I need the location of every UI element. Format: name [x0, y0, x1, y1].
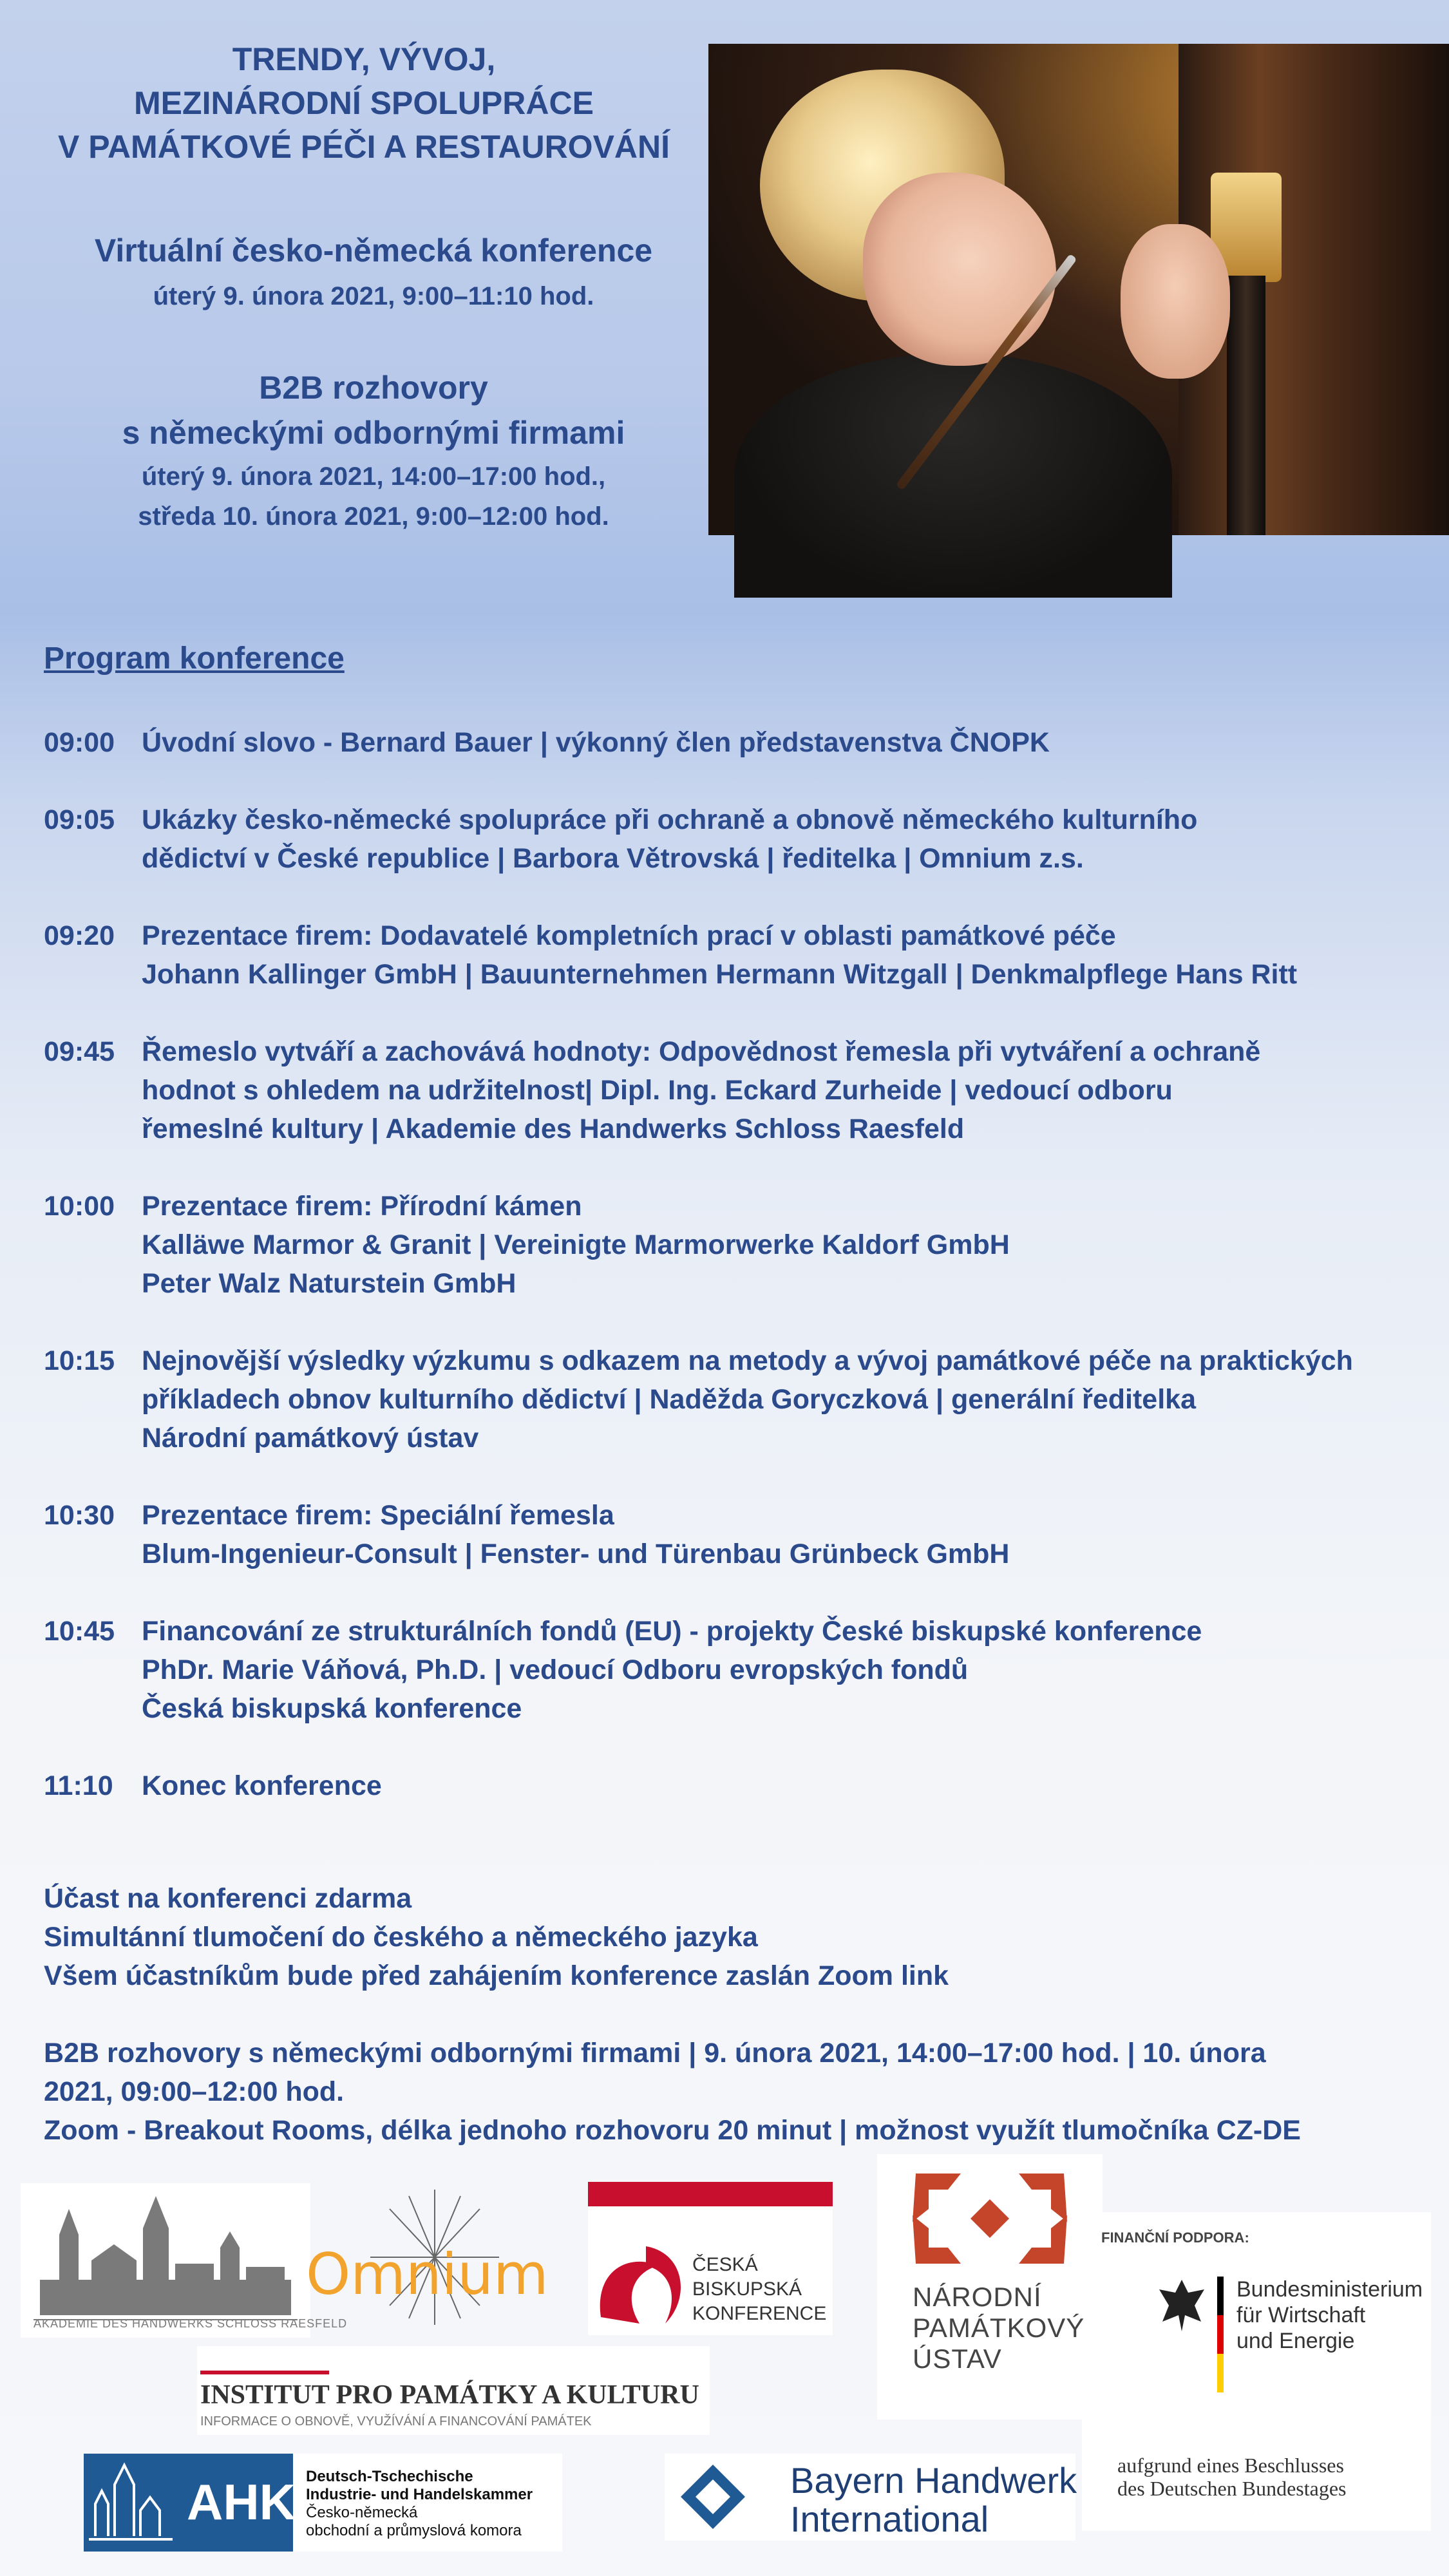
prague-skyline-icon [89, 2459, 179, 2549]
program-item-line: Nejnovější výsledky výzkumu s odkazem na metody a vývoj památkové péče na praktických [142, 1345, 1353, 1376]
program-item-description [142, 916, 1423, 994]
ahk-desc-2: Industrie- und Handelskammer [306, 2486, 533, 2503]
hero-title-line-1: TRENDY, VÝVOJ, [232, 41, 496, 77]
program-item-line: Česká biskupská konference [142, 1693, 522, 1724]
program-item-line: Ukázky česko-německé spolupráce při ochraně a obnově německého kulturního [142, 804, 1198, 835]
program-item-description [142, 1612, 1423, 1728]
hero-title-line-2: MEZINÁRODNÍ SPOLUPRÁCE [134, 85, 594, 121]
program-item-line: Prezentace firem: Speciální řemesla [142, 1500, 614, 1531]
npu-text-1: NÁRODNÍ [913, 2282, 1042, 2312]
hero-title [39, 37, 689, 169]
omnium-logo [306, 2183, 564, 2341]
program-item-line: Johann Kallinger GmbH | Bauunternehmen Hermann Witzgall | Denkmalpflege Hans Ritt [142, 959, 1298, 990]
eagle-icon [1156, 2277, 1208, 2334]
cbk-text [692, 2253, 826, 2326]
program-item-time: 10:00 [44, 1191, 115, 1222]
bayern-text [790, 2461, 1077, 2539]
bmwi-text-3: und Energie [1236, 2329, 1355, 2353]
cbk-text-3: KONFERENCE [692, 2303, 827, 2324]
ahk-desc-1: Deutsch-Tschechische [306, 2468, 473, 2485]
program-item-time: 09:20 [44, 920, 115, 951]
info-block [44, 1879, 1422, 1995]
bayern-text-1: Bayern Handwerk [790, 2460, 1077, 2501]
cbk-text-1: ČESKÁ [692, 2254, 758, 2275]
program-item-time: 09:05 [44, 804, 115, 835]
program-item-line: příkladech obnov kulturního dědictví | Naděžda Goryczková | generální ředitelka [142, 1384, 1196, 1415]
npu-logo [877, 2154, 1103, 2420]
bmwi-text-2: für Wirtschaft [1236, 2303, 1366, 2327]
program-item-line: Řemeslo vytváří a zachovává hodnoty: Odpovědnost řemesla při vytváření a ochraně [142, 1036, 1261, 1067]
program-item-line: řemeslné kultury | Akademie des Handwerks Schloss Raesfeld [142, 1113, 965, 1144]
program-item-line: Konec konference [142, 1770, 382, 1801]
program-item-line: Národní památkový ústav [142, 1423, 479, 1454]
bayern-text-2: International [790, 2499, 989, 2539]
b2b-date-2: středa 10. února 2021, 9:00–12:00 hod. [138, 502, 609, 531]
financni-podpora-label: FINANČNÍ PODPORA: [1101, 2230, 1249, 2246]
program-item-line: PhDr. Marie Váňová, Ph.D. | vedoucí Odboru evropských fondů [142, 1654, 969, 1685]
npu-text [913, 2282, 1084, 2374]
conference-date: úterý 9. února 2021, 9:00–11:10 hod. [153, 282, 594, 310]
hero-title-line-3: V PAMÁTKOVÉ PÉČI A RESTAUROVÁNÍ [57, 129, 670, 165]
bundestag-text-1: aufgrund eines Beschlusses [1117, 2454, 1344, 2477]
hero-photo-restorer [708, 44, 1449, 535]
program-item-line: Blum-Ingenieur-Consult | Fenster- und Türenbau Grünbeck GmbH [142, 1539, 1010, 1569]
program-item-time: 11:10 [44, 1770, 113, 1801]
program-item-time: 10:30 [44, 1500, 115, 1531]
npu-symbol-icon [877, 2154, 1103, 2277]
program-item-time: 09:45 [44, 1036, 115, 1067]
b2b-title-1: B2B rozhovory [259, 370, 488, 406]
b2b-date-1: úterý 9. února 2021, 14:00–17:00 hod., [141, 462, 606, 491]
bundestag-text-2: des Deutschen Bundestages [1117, 2477, 1347, 2500]
ipak-logo [197, 2346, 710, 2435]
program-heading: Program konference [44, 641, 345, 676]
bundestag-text [1117, 2454, 1346, 2500]
ipak-title: INSTITUT PRO PAMÁTKY A KULTURU [200, 2380, 699, 2410]
program-item-line: Kalläwe Marmor & Granit | Vereinigte Marmorwerke Kaldorf GmbH [142, 1229, 1010, 1260]
program-item-line: Peter Walz Naturstein GmbH [142, 1268, 516, 1299]
castle-icon [21, 2183, 310, 2338]
bayern-diamond-icon [677, 2461, 748, 2532]
bmwi-logo [1082, 2212, 1431, 2531]
omnium-text: Omnium [306, 2241, 549, 2307]
program-item-line: hodnot s ohledem na udržitelnost| Dipl. Ing. Eckard Zurheide | vedoucí odboru [142, 1075, 1173, 1106]
info-line-3: Všem účastníkům bude před zahájením konference zaslán Zoom link [44, 1960, 949, 1991]
program-item-line: Úvodní slovo - Bernard Bauer | výkonný člen představenstva ČNOPK [142, 727, 1050, 758]
program-item-description [142, 1032, 1423, 1148]
program-item-description [142, 1496, 1423, 1573]
info-line-1: Účast na konferenci zdarma [44, 1883, 412, 1914]
ceska-biskupska-logo [588, 2182, 833, 2335]
ahk-description [306, 2468, 533, 2540]
program-item-description [142, 1341, 1423, 1457]
ipak-subtitle: INFORMACE O OBNOVĚ, VYUŽÍVÁNÍ A FINANCOVÁNÍ PAMÁTEK [200, 2414, 592, 2429]
program-item-time: 10:15 [44, 1345, 115, 1376]
program-item-description [142, 1187, 1423, 1303]
bmwi-text [1236, 2277, 1423, 2354]
ahk-desc-3: Česko-německá [306, 2504, 418, 2521]
program-item-line: Prezentace firem: Přírodní kámen [142, 1191, 582, 1222]
npu-text-2: PAMÁTKOVÝ [913, 2313, 1085, 2343]
program-item-description [142, 800, 1423, 878]
info-line-2: Simultánní tlumočení do českého a německého jazyka [44, 1922, 758, 1953]
cbk-symbol-icon [588, 2227, 697, 2330]
b2b-info-line-2: 2021, 09:00–12:00 hod. [44, 2076, 345, 2107]
program-item-time: 10:45 [44, 1616, 115, 1647]
program-item-description [142, 1766, 1423, 1805]
program-item-time: 09:00 [44, 727, 115, 758]
akademie-text: AKADEMIE DES HANDWERKS SCHLOSS RAESFELD [33, 2317, 348, 2330]
b2b-info-block [44, 2034, 1422, 2150]
program-item-description [142, 723, 1423, 762]
bayern-handwerk-logo [665, 2454, 1075, 2541]
akademie-logo [21, 2183, 348, 2338]
conference-title: Virtuální česko-německá konference [94, 232, 653, 269]
npu-text-3: ÚSTAV [913, 2344, 1002, 2374]
program-item-line: Financování ze strukturálních fondů (EU) - projekty České biskupské konference [142, 1616, 1202, 1647]
ahk-desc-4: obchodní a průmyslová komora [306, 2522, 522, 2539]
b2b-title-2: s německými odbornými firmami [122, 415, 625, 451]
program-item-line: dědictví v České republice | Barbora Větrovská | ředitelka | Omnium z.s. [142, 843, 1084, 874]
cbk-text-2: BISKUPSKÁ [692, 2278, 802, 2300]
b2b-info-line-1: B2B rozhovory s německými odbornými firmami | 9. února 2021, 14:00–17:00 hod. | 10. února [44, 2038, 1266, 2069]
ahk-text: AHK [187, 2474, 296, 2530]
bmwi-text-1: Bundesministerium [1236, 2277, 1423, 2302]
program-item-line: Prezentace firem: Dodavatelé kompletních prací v oblasti památkové péče [142, 920, 1116, 951]
b2b-info-line-3: Zoom - Breakout Rooms, délka jednoho rozhovoru 20 minut | možnost využít tlumočníka CZ-DE [44, 2115, 1301, 2146]
ahk-logo [84, 2454, 562, 2552]
